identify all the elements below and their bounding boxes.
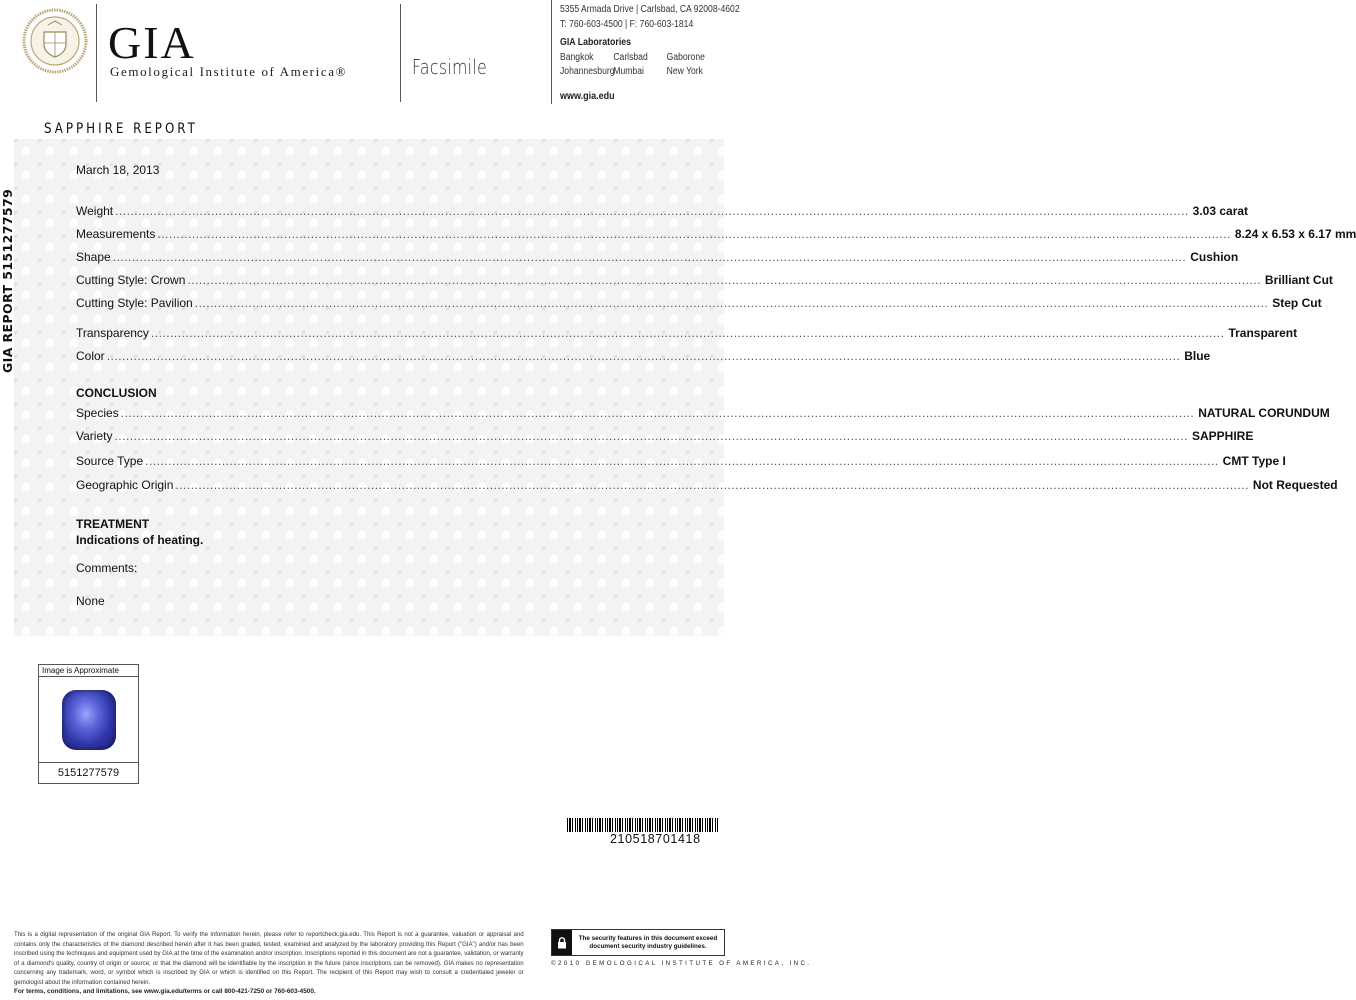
measurement-row bbox=[76, 349, 1211, 363]
row-value: Brilliant Cut bbox=[1264, 273, 1333, 287]
measurement-row bbox=[76, 250, 1239, 264]
labs-title: GIA Laboratories bbox=[560, 37, 632, 48]
row-label: Geographic Origin bbox=[76, 478, 174, 492]
security-notice-text: The security features in this document exceed document security industry guidelines. bbox=[578, 934, 718, 950]
gia-logo-text: GIA bbox=[108, 17, 196, 68]
row-label: Color bbox=[76, 349, 105, 363]
conclusion-row bbox=[76, 478, 1338, 492]
measurement-row bbox=[76, 326, 1298, 340]
row-value: CMT Type I bbox=[1222, 454, 1286, 468]
gem-image-area bbox=[39, 677, 138, 763]
leader-dots bbox=[175, 478, 1249, 492]
conclusion-heading: CONCLUSION bbox=[76, 386, 157, 400]
lab-location: Bangkok bbox=[560, 52, 594, 63]
row-value: Transparent bbox=[1228, 326, 1298, 340]
row-label: Measurements bbox=[76, 227, 156, 241]
leader-dots bbox=[151, 326, 1225, 340]
row-value: Cushion bbox=[1190, 250, 1239, 264]
leader-dots bbox=[115, 204, 1189, 218]
sapphire-gem-image bbox=[62, 690, 116, 750]
image-report-number: 5151277579 bbox=[57, 767, 120, 779]
comments-text: None bbox=[76, 594, 105, 608]
lab-address bbox=[560, 2, 740, 32]
measurement-row bbox=[76, 227, 1356, 241]
report-title: SAPPHIRE REPORT bbox=[44, 121, 198, 137]
comments-label: Comments: bbox=[76, 561, 138, 575]
leader-dots bbox=[187, 273, 1261, 287]
lab-location: Johannesburg bbox=[560, 66, 615, 77]
row-value: Not Requested bbox=[1252, 478, 1338, 492]
header-divider-right bbox=[551, 0, 552, 104]
measurement-row bbox=[76, 204, 1249, 218]
terms-link[interactable]: For terms, conditions, and limitations, see www.gia.edu/terms or call 800-421-7250 or 760-603-4500. bbox=[14, 988, 316, 995]
row-value: Blue bbox=[1184, 349, 1211, 363]
address-line: 5355 Armada Drive | Carlsbad, CA 92008-4602 bbox=[560, 4, 740, 15]
lab-location: Gaborone bbox=[666, 52, 705, 63]
gem-image-box bbox=[38, 664, 139, 784]
institute-name: Gemological Institute of America® bbox=[110, 64, 348, 79]
measurement-row bbox=[76, 273, 1333, 287]
conclusion-row bbox=[76, 429, 1254, 443]
lab-location: New York bbox=[666, 66, 703, 77]
row-label: Transparency bbox=[76, 326, 149, 340]
website-link[interactable]: www.gia.edu bbox=[560, 91, 615, 102]
row-value: NATURAL CORUNDUM bbox=[1198, 406, 1330, 420]
header-divider-left bbox=[96, 4, 97, 102]
leader-dots bbox=[145, 454, 1219, 468]
row-value: SAPPHIRE bbox=[1191, 429, 1254, 443]
document-type: Facsimile bbox=[412, 55, 488, 79]
security-notice bbox=[551, 929, 725, 956]
treatment-heading: TREATMENT bbox=[76, 517, 150, 531]
report-number-side-label: GIA REPORT 5151277579 bbox=[0, 188, 15, 373]
row-label: Weight bbox=[76, 204, 114, 218]
disclaimer-text: This is a digital representation of the original GIA Report. To verify the information herein, please refer to reportcheck.gia.edu. This Report is not a guarantee, valuation or appraisal and contains only the characteristics of the diamond described herein after it has been graded, tested, examined and analyzed by the laboratory providing this Report ("GIA") and/or has been inscribed using the techniques and equipment used by GIA at the time of the examination and/or inscription. Inscriptions reported in this document are not a guarantee, validation, or warranty of a diamond's quality, country of origin or source; or that the diamond will be identifiable by the inscription in the future (since inscriptions can be removed). GIA makes no representation concerning any trademark, word, or symbol which is inscribed by GIA or which is identified on this Report. The recipient of this Report may wish to consult a credentialed jeweler or gemologist about the information contained herein. bbox=[14, 931, 524, 986]
leader-dots bbox=[114, 429, 1188, 443]
leader-dots bbox=[121, 406, 1195, 420]
leader-dots bbox=[113, 250, 1187, 264]
row-label: Species bbox=[76, 406, 119, 420]
report-date: March 18, 2013 bbox=[76, 163, 160, 177]
leader-dots bbox=[157, 227, 1231, 241]
row-label: Variety bbox=[76, 429, 113, 443]
labs-list bbox=[560, 52, 718, 77]
row-value: 8.24 x 6.53 x 6.17 mm bbox=[1234, 227, 1356, 241]
row-label: Shape bbox=[76, 250, 111, 264]
gia-seal-logo bbox=[22, 8, 88, 74]
row-value: Step Cut bbox=[1272, 296, 1322, 310]
lock-icon bbox=[552, 930, 572, 955]
row-value: 3.03 carat bbox=[1192, 204, 1249, 218]
lab-location: Mumbai bbox=[613, 66, 644, 77]
barcode bbox=[567, 818, 719, 832]
treatment-text: Indications of heating. bbox=[76, 533, 204, 547]
lab-location: Carlsbad bbox=[613, 52, 648, 63]
leader-dots bbox=[107, 349, 1181, 363]
conclusion-row bbox=[76, 406, 1330, 420]
image-caption: Image is Approximate bbox=[39, 665, 138, 677]
conclusion-row bbox=[76, 454, 1286, 468]
row-label: Cutting Style: Crown bbox=[76, 273, 186, 287]
header-divider-middle bbox=[400, 4, 401, 102]
barcode-number: 210518701418 bbox=[610, 832, 701, 846]
row-label: Cutting Style: Pavilion bbox=[76, 296, 193, 310]
leader-dots bbox=[195, 296, 1269, 310]
measurement-row bbox=[76, 296, 1322, 310]
phone-line: T: 760-603-4500 | F: 760-603-1814 bbox=[560, 19, 694, 30]
row-label: Source Type bbox=[76, 454, 144, 468]
copyright: ©2010 GEMOLOGICAL INSTITUTE OF AMERICA, INC. bbox=[551, 960, 812, 967]
